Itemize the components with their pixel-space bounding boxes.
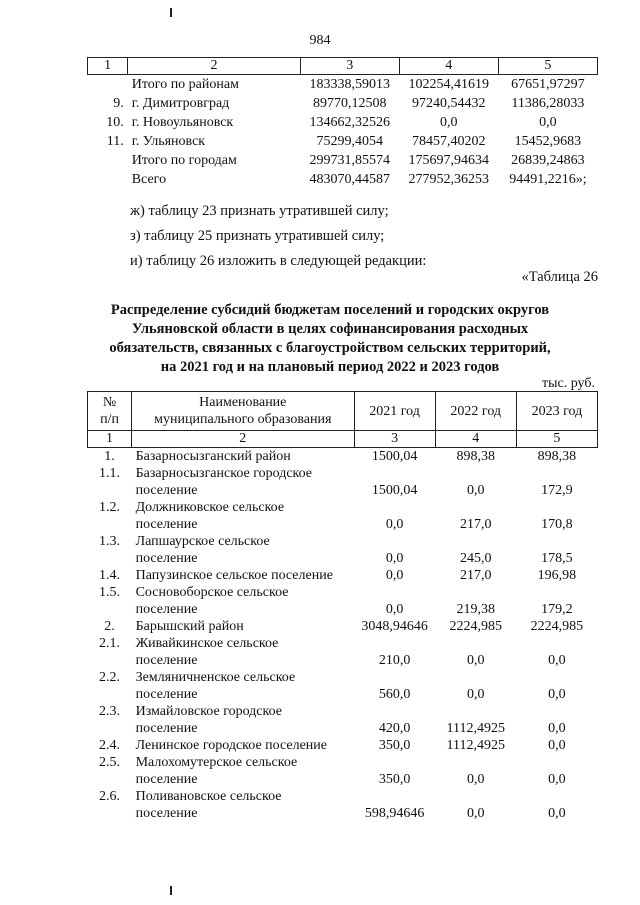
row-value-2022: 245,0 bbox=[459, 551, 492, 566]
table-row bbox=[88, 170, 598, 189]
row-name: г. Димитровград bbox=[131, 96, 230, 111]
header-name bbox=[132, 392, 354, 431]
row-value-2021: 1500,04 bbox=[371, 449, 418, 464]
row-name bbox=[132, 465, 354, 499]
row-value-2022: 1112,4925 bbox=[446, 738, 505, 753]
row-name-line1: Земляничненское сельское bbox=[135, 670, 296, 685]
table-row bbox=[88, 703, 598, 737]
table-row bbox=[88, 584, 598, 618]
row-value-2022: 1112,4925 bbox=[446, 721, 505, 736]
row-num: 2.1. bbox=[99, 636, 121, 651]
row-name-line1: Измайловское городское bbox=[135, 704, 282, 719]
row-value-2021: 183338,59013 bbox=[309, 77, 390, 92]
row-value-2023: 0,0 bbox=[548, 772, 566, 787]
col-number-5: 5 bbox=[516, 431, 597, 448]
row-name bbox=[132, 635, 354, 669]
row-name: г. Новоульяновск bbox=[131, 115, 234, 130]
top-header-col1: 1 bbox=[88, 58, 128, 75]
top-table-header bbox=[88, 58, 598, 75]
row-num bbox=[88, 75, 128, 95]
row-value-2021: 598,94646 bbox=[364, 806, 425, 821]
row-value-2021: 0,0 bbox=[385, 517, 404, 532]
row-value-2022: 78457,40202 bbox=[412, 134, 486, 149]
top-header-col3: 3 bbox=[300, 58, 399, 75]
row-value-2021: 0,0 bbox=[385, 551, 404, 566]
title-line: Распределение субсидий бюджетам поселений и городских округов bbox=[110, 302, 550, 318]
row-value-2022: 97240,54432 bbox=[412, 96, 486, 111]
row-value-2022: 217,0 bbox=[459, 517, 492, 532]
table-row bbox=[88, 788, 598, 822]
row-value-2023: 0,0 bbox=[548, 806, 566, 821]
row-value-2021: 0,0 bbox=[385, 602, 404, 617]
row-name-line2: поселение bbox=[135, 653, 198, 668]
row-name: Базарносызганский район bbox=[135, 449, 291, 464]
row-value-2022: 219,38 bbox=[456, 602, 495, 617]
table-reference: «Таблица 26 bbox=[521, 269, 598, 285]
row-value-2022: 898,38 bbox=[456, 449, 495, 464]
row-num: 1.4. bbox=[99, 568, 121, 583]
row-name-line2: поселение bbox=[135, 806, 198, 821]
row-name: Итого по районам bbox=[131, 77, 239, 92]
row-name bbox=[132, 499, 354, 533]
paragraph-z: з) таблицу 25 признать утратившей силу; bbox=[130, 228, 385, 244]
table-row bbox=[88, 754, 598, 788]
col-number-4: 4 bbox=[435, 431, 516, 448]
row-value-2021: 210,0 bbox=[378, 653, 411, 668]
row-value-2023: 172,9 bbox=[541, 483, 573, 498]
row-value-2023: 196,98 bbox=[537, 568, 577, 583]
row-value-2021: 420,0 bbox=[378, 721, 411, 736]
row-value-2021: 1500,04 bbox=[371, 483, 418, 498]
row-value-2022: 0,0 bbox=[466, 653, 485, 668]
row-name bbox=[132, 584, 354, 618]
row-name bbox=[132, 533, 354, 567]
row-value-2022: 0,0 bbox=[466, 772, 485, 787]
table-title bbox=[70, 301, 590, 377]
row-value-2023: 178,5 bbox=[541, 551, 573, 566]
row-num: 1.3. bbox=[99, 534, 121, 549]
row-value-2021: 89770,12508 bbox=[312, 96, 387, 111]
row-value-2022: 0,0 bbox=[466, 806, 485, 821]
table-row bbox=[88, 499, 598, 533]
row-num: 2.4. bbox=[99, 738, 121, 753]
row-value-2023: 0,0 bbox=[548, 653, 566, 668]
row-name-line2: поселение bbox=[135, 602, 198, 617]
header-number-line2: п/п bbox=[100, 412, 119, 427]
paragraph-zh: ж) таблицу 23 признать утратившей силу; bbox=[130, 203, 389, 219]
row-num: 11. bbox=[106, 134, 124, 149]
row-name-line1: Живайкинское сельское bbox=[135, 636, 279, 651]
row-value-2021: 483070,44587 bbox=[309, 172, 390, 187]
row-name-line1: Базарносызганское городское bbox=[135, 466, 313, 481]
row-value-2023: 67651,97297 bbox=[511, 77, 585, 92]
header-2023: 2023 год bbox=[516, 392, 597, 431]
row-value-2022: 0,0 bbox=[440, 115, 458, 130]
row-value-2022: 0,0 bbox=[466, 483, 485, 498]
row-num: 2.3. bbox=[99, 704, 121, 719]
row-value-2023: 0,0 bbox=[548, 721, 566, 736]
row-name-line1: Малохомутерское сельское bbox=[135, 755, 298, 770]
row-num: 1. bbox=[104, 449, 115, 464]
row-name-line2: поселение bbox=[135, 772, 198, 787]
row-num: 1.1. bbox=[99, 466, 121, 481]
table-row bbox=[88, 448, 598, 466]
row-name: Барышский район bbox=[135, 619, 244, 634]
row-value-2023: 26839,24863 bbox=[511, 153, 585, 168]
header-2022: 2022 год bbox=[435, 392, 516, 431]
row-num: 2.5. bbox=[99, 755, 121, 770]
row-value-2022: 277952,36253 bbox=[408, 172, 490, 187]
row-value-2021: 560,0 bbox=[378, 687, 411, 702]
row-value-2021: 299731,85574 bbox=[309, 153, 390, 168]
title-line: обязательств, связанных с благоустройством сельских территорий, bbox=[109, 340, 551, 356]
row-num: 2. bbox=[104, 619, 115, 634]
row-num: 10. bbox=[106, 115, 124, 130]
row-value-2021: 0,0 bbox=[385, 568, 404, 583]
row-value-2023: 94491,2216»; bbox=[509, 172, 587, 187]
main-table-column-numbers bbox=[88, 431, 598, 448]
row-name-line1: Должниковское сельское bbox=[135, 500, 285, 515]
col-number-1: 1 bbox=[88, 431, 132, 448]
row-value-2022: 102254,41619 bbox=[408, 77, 490, 92]
scan-mark-bottom bbox=[170, 886, 172, 895]
top-header-col5: 5 bbox=[498, 58, 597, 75]
row-value-2022: 175697,94634 bbox=[408, 153, 490, 168]
row-value-2023: 2224,985 bbox=[530, 619, 584, 634]
header-2021: 2021 год bbox=[354, 392, 435, 431]
scan-mark-top bbox=[170, 8, 172, 17]
main-table-header bbox=[88, 392, 598, 431]
row-value-2023: 11386,28033 bbox=[511, 96, 585, 111]
table-row bbox=[88, 465, 598, 499]
row-name-line2: поселение bbox=[135, 687, 198, 702]
row-name bbox=[132, 788, 354, 822]
header-name-line1: Наименование bbox=[199, 395, 287, 410]
row-value-2021: 75299,4054 bbox=[316, 134, 383, 149]
row-name-line1: Поливановское сельское bbox=[135, 789, 282, 804]
row-value-2023: 170,8 bbox=[541, 517, 573, 532]
row-name-line2: поселение bbox=[135, 721, 198, 736]
row-value-2023: 0,0 bbox=[539, 115, 557, 130]
row-value-2023: 15452,9683 bbox=[514, 134, 582, 149]
table-row bbox=[88, 75, 598, 95]
row-name bbox=[132, 669, 354, 703]
row-num: 1.2. bbox=[99, 500, 121, 515]
row-value-2023: 179,2 bbox=[541, 602, 573, 617]
row-num bbox=[88, 170, 128, 189]
row-value-2022: 217,0 bbox=[459, 568, 492, 583]
paragraph-i: и) таблицу 26 изложить в следующей редакции: bbox=[130, 253, 427, 269]
table-row bbox=[88, 94, 598, 113]
row-num bbox=[88, 151, 128, 170]
row-name bbox=[132, 754, 354, 788]
table-row bbox=[88, 635, 598, 669]
row-name: Ленинское городское поселение bbox=[135, 738, 327, 753]
table-row bbox=[88, 113, 598, 132]
row-value-2021: 134662,32526 bbox=[309, 115, 390, 130]
table-row bbox=[88, 669, 598, 703]
row-value-2023: 0,0 bbox=[548, 687, 566, 702]
row-num: 9. bbox=[113, 96, 124, 111]
row-name-line2: поселение bbox=[135, 551, 198, 566]
table-row bbox=[88, 533, 598, 567]
top-table bbox=[87, 57, 598, 189]
main-table bbox=[87, 391, 598, 822]
row-num: 2.6. bbox=[99, 789, 121, 804]
row-name: Итого по городам bbox=[131, 153, 237, 168]
row-name: г. Ульяновск bbox=[131, 134, 206, 149]
title-line: Ульяновской области в целях софинансирования расходных bbox=[131, 321, 529, 337]
row-name: Всего bbox=[131, 172, 167, 187]
table-row bbox=[88, 132, 598, 151]
row-value-2022: 2224,985 bbox=[449, 619, 502, 634]
page-number: 984 bbox=[309, 33, 331, 48]
table-row bbox=[88, 151, 598, 170]
col-number-2: 2 bbox=[132, 431, 354, 448]
col-number-3: 3 bbox=[354, 431, 435, 448]
title-line: на 2021 год и на плановый период 2022 и 2023 годов bbox=[160, 359, 500, 375]
top-header-col2: 2 bbox=[128, 58, 300, 75]
row-value-2023: 898,38 bbox=[537, 449, 577, 464]
row-name: Папузинское сельское поселение bbox=[135, 568, 333, 583]
table-row bbox=[88, 567, 598, 584]
table-row bbox=[88, 737, 598, 754]
row-value-2022: 0,0 bbox=[466, 687, 485, 702]
header-number bbox=[88, 392, 132, 431]
row-value-2021: 350,0 bbox=[378, 772, 411, 787]
row-name bbox=[132, 703, 354, 737]
header-name-line2: муниципального образования bbox=[154, 412, 332, 427]
row-value-2021: 350,0 bbox=[378, 738, 411, 753]
row-name-line1: Сосновоборское сельское bbox=[135, 585, 289, 600]
row-value-2023: 0,0 bbox=[548, 738, 566, 753]
units-label: тыс. руб. bbox=[542, 376, 595, 391]
row-num: 1.5. bbox=[99, 585, 121, 600]
top-header-col4: 4 bbox=[399, 58, 498, 75]
row-value-2021: 3048,94646 bbox=[361, 619, 428, 634]
row-name-line2: поселение bbox=[135, 483, 198, 498]
row-name-line1: Лапшаурское сельское bbox=[135, 534, 270, 549]
row-num: 2.2. bbox=[99, 670, 121, 685]
header-number-line1: № bbox=[102, 395, 117, 410]
row-name-line2: поселение bbox=[135, 517, 198, 532]
table-row bbox=[88, 618, 598, 635]
